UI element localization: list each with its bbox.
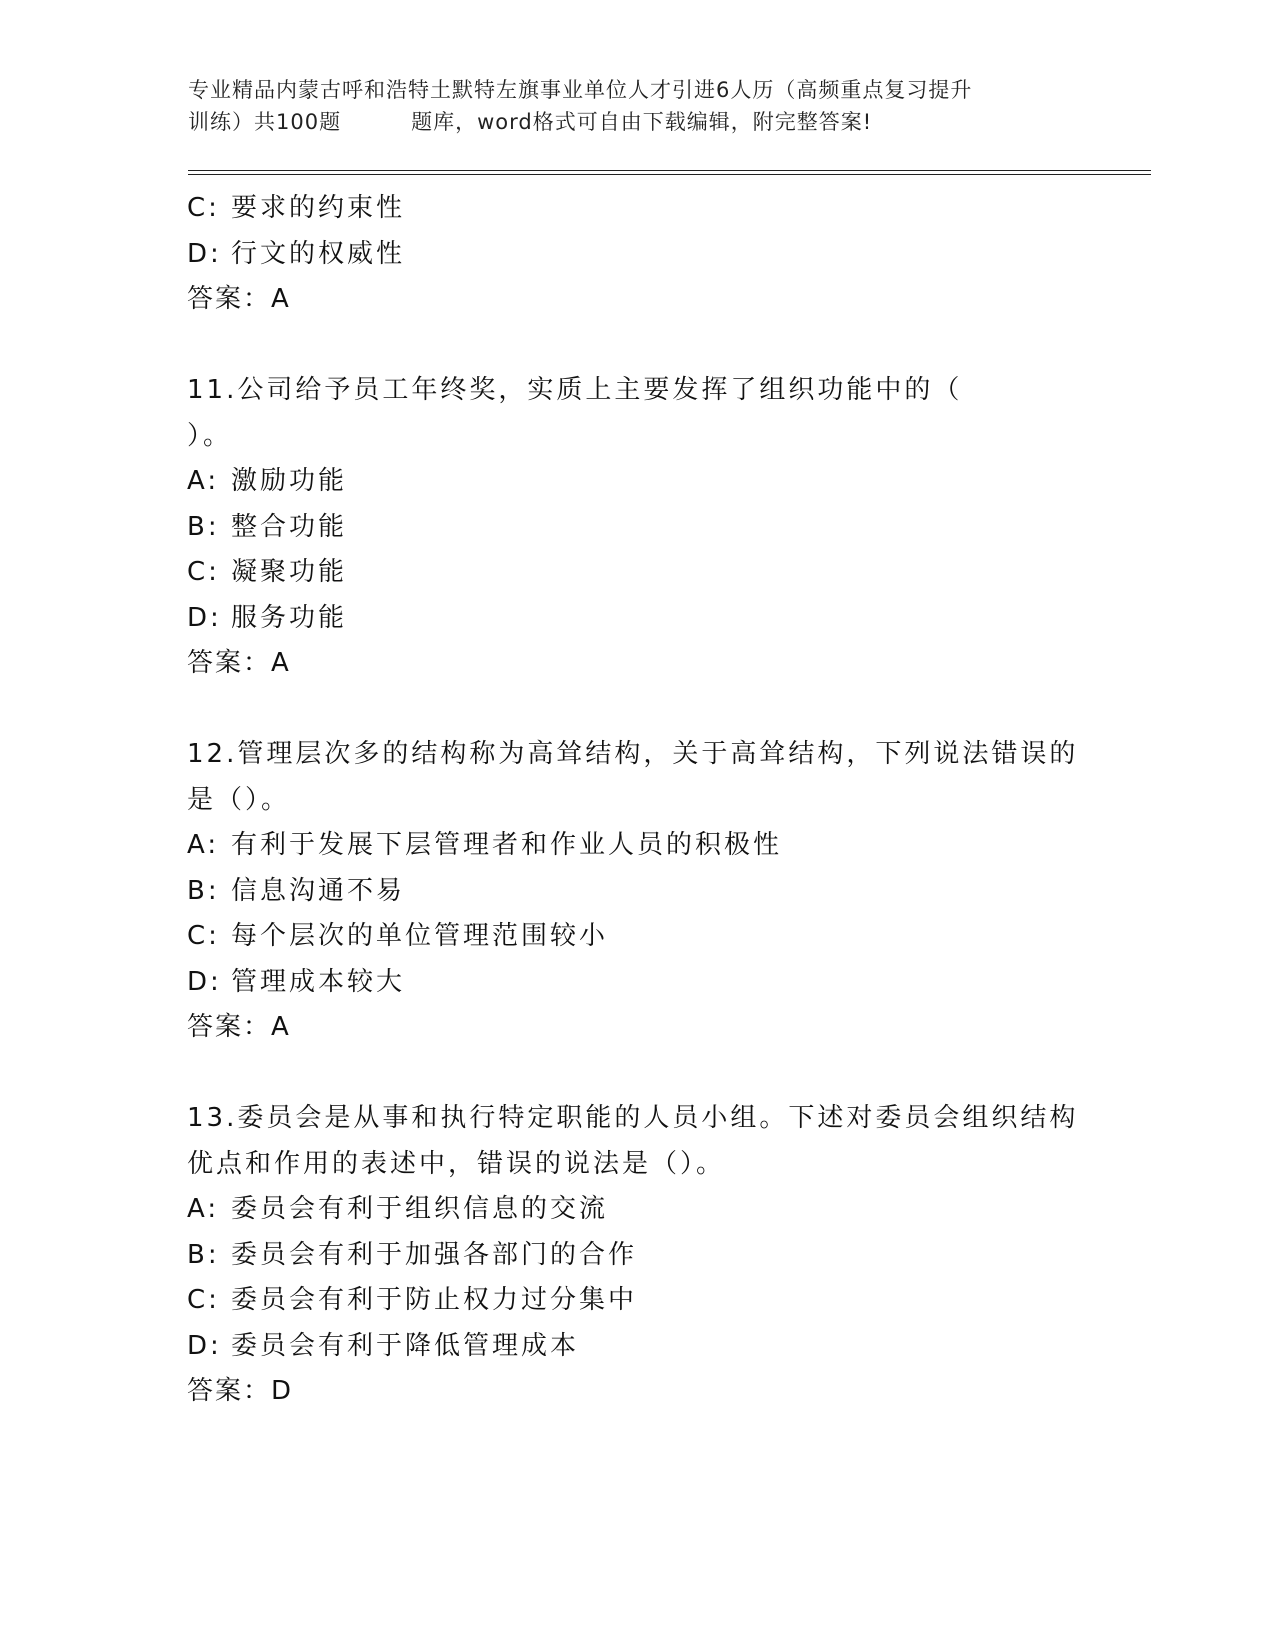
option-key: C: [187,557,220,587]
option-text: 凝聚功能 [231,557,348,587]
option-text: 行文的权威性 [231,238,406,269]
option-text: 信息沟通不易 [231,875,406,906]
page-header [188,74,1088,138]
option-key: B: [187,511,220,542]
question-block-12 [187,732,1087,1051]
option-line [187,505,1087,551]
question-block-prev [187,186,1087,323]
question-block-11 [187,368,1087,687]
answer-line: 答案：D [187,1376,294,1406]
option-line [187,232,1087,278]
option-key: D: [187,602,222,633]
question-stem-line: 13.委员会是从事和执行特定职能的人员小组。下述对委员会组织结构 [187,1103,1079,1133]
option-key: A: [187,466,220,496]
question-block-13 [187,1096,1087,1415]
option-text: 委员会有利于降低管理成本 [231,1330,580,1361]
question-spacer [187,1051,1087,1097]
option-text: 管理成本较大 [231,966,406,997]
option-text: 要求的约束性 [231,193,406,223]
option-line [187,869,1087,915]
header-title-line-2-left: 训练）共100题 [188,110,342,134]
option-key: D: [187,966,222,997]
option-text: 有利于发展下层管理者和作业人员的积极性 [231,830,783,860]
answer-line: 答案：A [187,1012,291,1042]
question-stem-line: 11.公司给予员工年终奖，实质上主要发挥了组织功能中的（ [187,375,963,405]
question-stem-line: 是（）。 [187,784,291,815]
answer-line: 答案：A [187,284,291,314]
question-stem-line: 优点和作用的表述中，错误的说法是（）。 [187,1148,726,1179]
question-spacer [187,323,1087,369]
question-stem-line: ）。 [187,420,233,451]
option-line [187,596,1087,642]
option-text: 委员会有利于组织信息的交流 [231,1194,609,1224]
option-line [187,459,1087,505]
option-text: 激励功能 [231,466,348,496]
question-spacer [187,687,1087,733]
option-text: 委员会有利于加强各部门的合作 [231,1239,638,1270]
option-text: 委员会有利于防止权力过分集中 [231,1285,638,1315]
option-line [187,550,1087,596]
option-line [187,1233,1087,1279]
option-key: D: [187,1330,222,1361]
option-line [187,914,1087,960]
option-text: 每个层次的单位管理范围较小 [231,921,609,951]
answer-line: 答案：A [187,648,291,678]
header-rule-bottom [188,174,1151,175]
header-rule-top [188,170,1151,171]
option-key: B: [187,875,220,906]
option-key: C: [187,921,220,951]
question-content [187,186,1087,1415]
option-line [187,186,1087,232]
option-key: C: [187,1285,220,1315]
question-stem-line: 12.管理层次多的结构称为高耸结构，关于高耸结构，下列说法错误的 [187,739,1079,769]
option-line [187,1187,1087,1233]
option-line [187,823,1087,869]
option-text: 整合功能 [231,511,348,542]
option-line [187,1278,1087,1324]
option-key: A: [187,830,220,860]
option-text: 服务功能 [231,602,348,633]
option-key: C: [187,193,220,223]
option-key: D: [187,238,222,269]
header-title-line-2 [188,106,1088,138]
option-line [187,960,1087,1006]
option-key: B: [187,1239,220,1270]
header-title-line-1: 专业精品内蒙古呼和浩特土默特左旗事业单位人才引进6人历（高频重点复习提升 [188,78,973,102]
header-title-line-2-right: 题库，word格式可自由下载编辑，附完整答案! [411,110,873,134]
option-line [187,1324,1087,1370]
option-key: A: [187,1194,220,1224]
